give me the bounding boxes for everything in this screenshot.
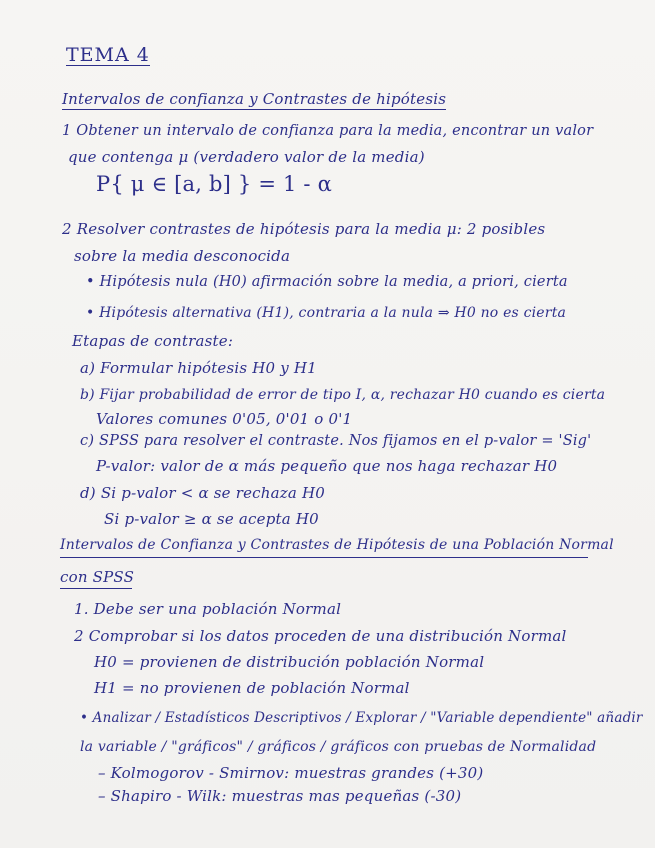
text-line: H0 = provienen de distribución población Normal [94, 653, 485, 671]
section-heading-spss: con SPSS [60, 568, 135, 586]
bullet-item: • Hipótesis alternativa (H1), contraria a la nula ⇒ H0 no es cierta [86, 305, 567, 321]
text-line: sobre la media desconocida [74, 247, 291, 265]
list-item: d) Si p-valor < α se rechaza H0 [80, 484, 325, 502]
text-line: P-valor: valor de α más pequeño que nos haga rechazar H0 [96, 457, 558, 475]
list-item: a) Formular hipótesis H0 y H1 [80, 359, 317, 377]
bullet-item: • Hipótesis nula (H0) afirmación sobre la media, a priori, cierta [86, 274, 568, 290]
list-item: b) Fijar probabilidad de error de tipo I, α, rechazar H0 cuando es cierta [80, 387, 606, 403]
section-heading-intervals: Intervalos de confianza y Contrastes de hipótesis [62, 90, 447, 108]
list-item: c) SPSS para resolver el contraste. Nos fijamos en el p-valor = 'Sig' [80, 433, 592, 449]
list-item: 1. Debe ser una población Normal [74, 600, 342, 618]
text-line: 2 Resolver contrastes de hipótesis para la media μ: 2 posibles [62, 220, 546, 238]
text-line: 1 Obtener un intervalo de confianza para la media, encontrar un valor [62, 123, 594, 139]
text-line: Valores comunes 0'05, 0'01 o 0'1 [96, 410, 353, 428]
text-line: Si p-valor ≥ α se acepta H0 [104, 510, 319, 528]
text-line: Etapas de contraste: [72, 332, 234, 350]
list-item: – Shapiro - Wilk: muestras mas pequeñas (-30) [98, 787, 462, 805]
text-line: H1 = no provienen de población Normal [94, 679, 410, 697]
bullet-item: • Analizar / Estadísticos Descriptivos / Explorar / "Variable dependiente" añadir [80, 710, 643, 726]
page-title: TEMA 4 [66, 44, 150, 66]
formula-line: P{ μ ∈ [a, b] } = 1 - α [96, 172, 332, 196]
list-item: 2 Comprobar si los datos proceden de una distribución Normal [74, 627, 567, 645]
heading-underline [60, 588, 132, 589]
text-line: que contenga μ (verdadero valor de la media) [68, 148, 425, 166]
list-item: – Kolmogorov - Smirnov: muestras grandes (+30) [98, 764, 484, 782]
text-line: la variable / "gráficos" / gráficos / gráficos con pruebas de Normalidad [80, 739, 597, 755]
section-heading-normal: Intervalos de Confianza y Contrastes de Hipótesis de una Población Normal [60, 537, 614, 553]
heading-underline [60, 557, 588, 558]
